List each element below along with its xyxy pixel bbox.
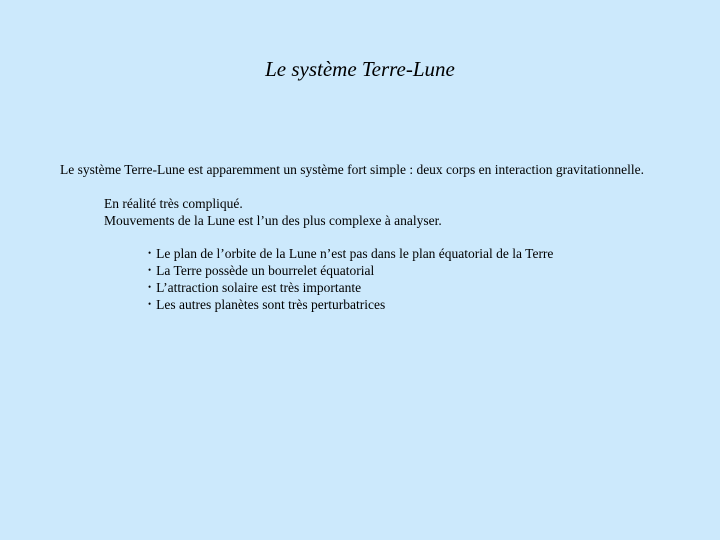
bullet-icon: • [148, 282, 152, 292]
bullet-icon: • [148, 248, 152, 258]
bullet-text: Les autres planètes sont très perturbatrices [156, 297, 386, 312]
bullet-icon: • [148, 299, 152, 309]
bullet-item [148, 279, 553, 296]
bullet-text: Le plan de l’orbite de la Lune n’est pas dans le plan équatorial de la Terre [156, 246, 554, 261]
slide-title: Le système Terre-Lune [265, 57, 455, 81]
bullet-item [148, 262, 553, 279]
bullet-text: La Terre possède un bourrelet équatorial [156, 263, 375, 278]
bullet-item [148, 296, 553, 313]
bullet-list [148, 245, 553, 313]
bullet-text: L’attraction solaire est très importante [156, 280, 362, 295]
detail-line: En réalité très compliqué. [104, 196, 243, 211]
bullet-icon: • [148, 265, 152, 275]
intro-paragraph: Le système Terre-Lune est apparemment un système fort simple : deux corps en interaction gravitationnelle. [60, 162, 644, 177]
detail-line: Mouvements de la Lune est l’un des plus complexe à analyser. [104, 213, 442, 228]
bullet-item [148, 245, 553, 262]
detail-block [104, 195, 442, 229]
